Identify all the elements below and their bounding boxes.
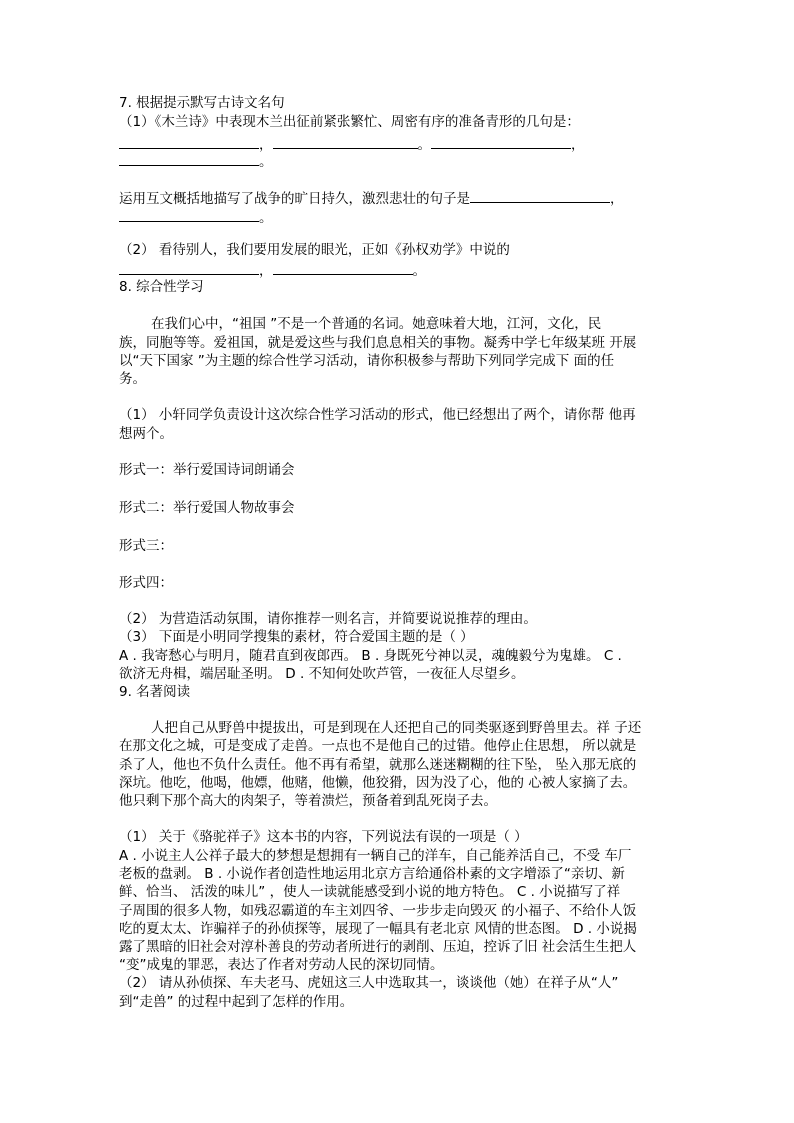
q7-part2-prompt: （2） 看待别人，我们要用发展的眼光，正如《孙权劝学》中说的 [119,242,510,258]
punct: ， [610,191,624,207]
q9-part2-prompt: （2） 请从孙侦探、车夫老马、虎妞这三人中选取其一，谈谈他（她）在祥子从“人” [119,975,619,991]
q9-passage-line: 人把自己从野兽中提拔出，可是到现在人还把自己的同类驱逐到野兽里去。祥 子还 [151,720,642,736]
answer-blank[interactable] [273,135,418,149]
q8-option-line: A . 我寄愁心与明月，随君直到夜郎西。 B . 身既死兮神以灵，魂魄毅兮为鬼雄。 C . [119,648,622,664]
q8-title: 8. 综合性学习 [119,279,204,295]
punct: 。 [417,137,431,153]
form-two: 形式二：举行爱国人物故事会 [119,500,295,516]
punct: 。 [412,263,426,279]
q8-part2-prompt: （2） 为营造活动氛围，请你推荐一则名言，并简要说说推荐的理由。 [119,611,537,627]
q8-option-line: 欲济无舟楫，端居耻圣明。 D . 不知何处吹芦管，一夜征人尽望乡。 [119,666,525,682]
q9-option-line: 吃的夏太太、诈骗祥子的孙侦探等，展现了一幅具有老北京 风情的世态图。 D . 小说揭 [119,921,637,937]
q9-passage-line: 杀了人，他也不负什么责任。他不再有希望，就那么迷迷糊糊的往下坠， 坠入那无底的 [119,757,637,773]
answer-blank[interactable] [119,152,259,166]
answer-blank[interactable] [119,135,259,149]
q9-option-line: 露了黑暗的旧社会对淳朴善良的劳动者所进行的剥削、压迫，控诉了旧 社会活生生把人 [119,939,637,955]
answer-blank[interactable] [119,261,259,275]
q9-part1-prompt: （1） 关于《骆驼祥子》这本书的内容，下列说法有误的一项是（ ） [119,829,528,845]
q8-intro-line: 务。 [119,371,146,387]
punct: ， [571,137,585,153]
punct: ， [259,263,273,279]
q9-passage-line: 在那文化之城，可是变成了走兽。一点也不是他自己的过错。他停止住思想， 所以就是 [119,738,637,754]
punct: 。 [259,154,273,170]
punct: 。 [259,210,273,226]
q9-passage-line: 他只剩下那个高大的肉架子，等着溃烂，预备着到乱死岗子去。 [119,793,497,809]
form-three: 形式三： [119,538,173,554]
q9-option-line: 老板的盘剥。 B . 小说作者创造性地运用北京方言给通俗朴素的文字增添了“亲切、新 [119,866,625,882]
q8-part1-prompt: （1） 小轩同学负责设计这次综合性学习活动的形式，他已经想出了两个，请你帮 他再 [119,407,636,423]
q7-part1-second-prompt [119,189,679,209]
q8-part3-prompt: （3） 下面是小明同学搜集的素材，符合爱国主题的是（ ） [119,629,474,645]
q7-answer-line-2 [119,152,679,172]
form-one: 形式一：举行爱国诗词朗诵会 [119,462,295,478]
q9-option-line: 鲜、恰当、 活泼的味儿” ，使人一读就能感受到小说的地方特色。 C . 小说描写了祥 [119,884,621,900]
q7-part1-prompt: （1）《木兰诗》中表现木兰出征前紧张繁忙、周密有序的准备青形的几句是： [119,114,580,130]
q9-part2-prompt-cont: 到“走兽” 的过程中起到了怎样的作用。 [119,994,354,1010]
q9-option-line: 子周围的很多人物，如残忍霸道的车主刘四爷、一步步走向毁灭 的小福子、不给仆人饭 [119,903,637,919]
answer-blank[interactable] [119,208,259,222]
q8-part1-prompt-cont: 想两个。 [119,426,173,442]
answer-blank[interactable] [431,135,571,149]
q9-passage-line: 深坑。他吃，他喝，他嫖，他赌，他懒，他狡猾，因为没了心，他的 心被人家摘了去。 [119,775,637,791]
q7-answer-line-3 [119,208,679,228]
form-four: 形式四： [119,575,173,591]
q7-title: 7. 根据提示默写古诗文名句 [119,95,285,111]
q8-intro-line: 族，同胞等等。爱祖国，就是爱这些与我们息息相关的事物。凝秀中学七年级某班 开展 [119,335,637,351]
answer-blank[interactable] [470,189,610,203]
prompt-text: 运用互文概括地描写了战争的旷日持久，激烈悲壮的句子是 [119,191,470,207]
q9-title: 9. 名著阅读 [119,684,191,700]
q9-option-line: A . 小说主人公祥子最大的梦想是想拥有一辆自己的洋车，自己能养活自己，不受 车厂 [119,848,632,864]
q8-intro-line: 以“天下国家 ”为主题的综合性学习活动，请你积极参与帮助下列同学完成下 面的任 [119,353,615,369]
q9-option-line: “变”成鬼的罪恶，表达了作者对劳动人民的深切同情。 [119,957,444,973]
answer-blank[interactable] [273,261,413,275]
punct: ， [259,137,273,153]
q8-intro-line: 在我们心中，“祖国 ”不是一个普通的名词。她意味着大地，江河，文化，民 [151,316,602,332]
